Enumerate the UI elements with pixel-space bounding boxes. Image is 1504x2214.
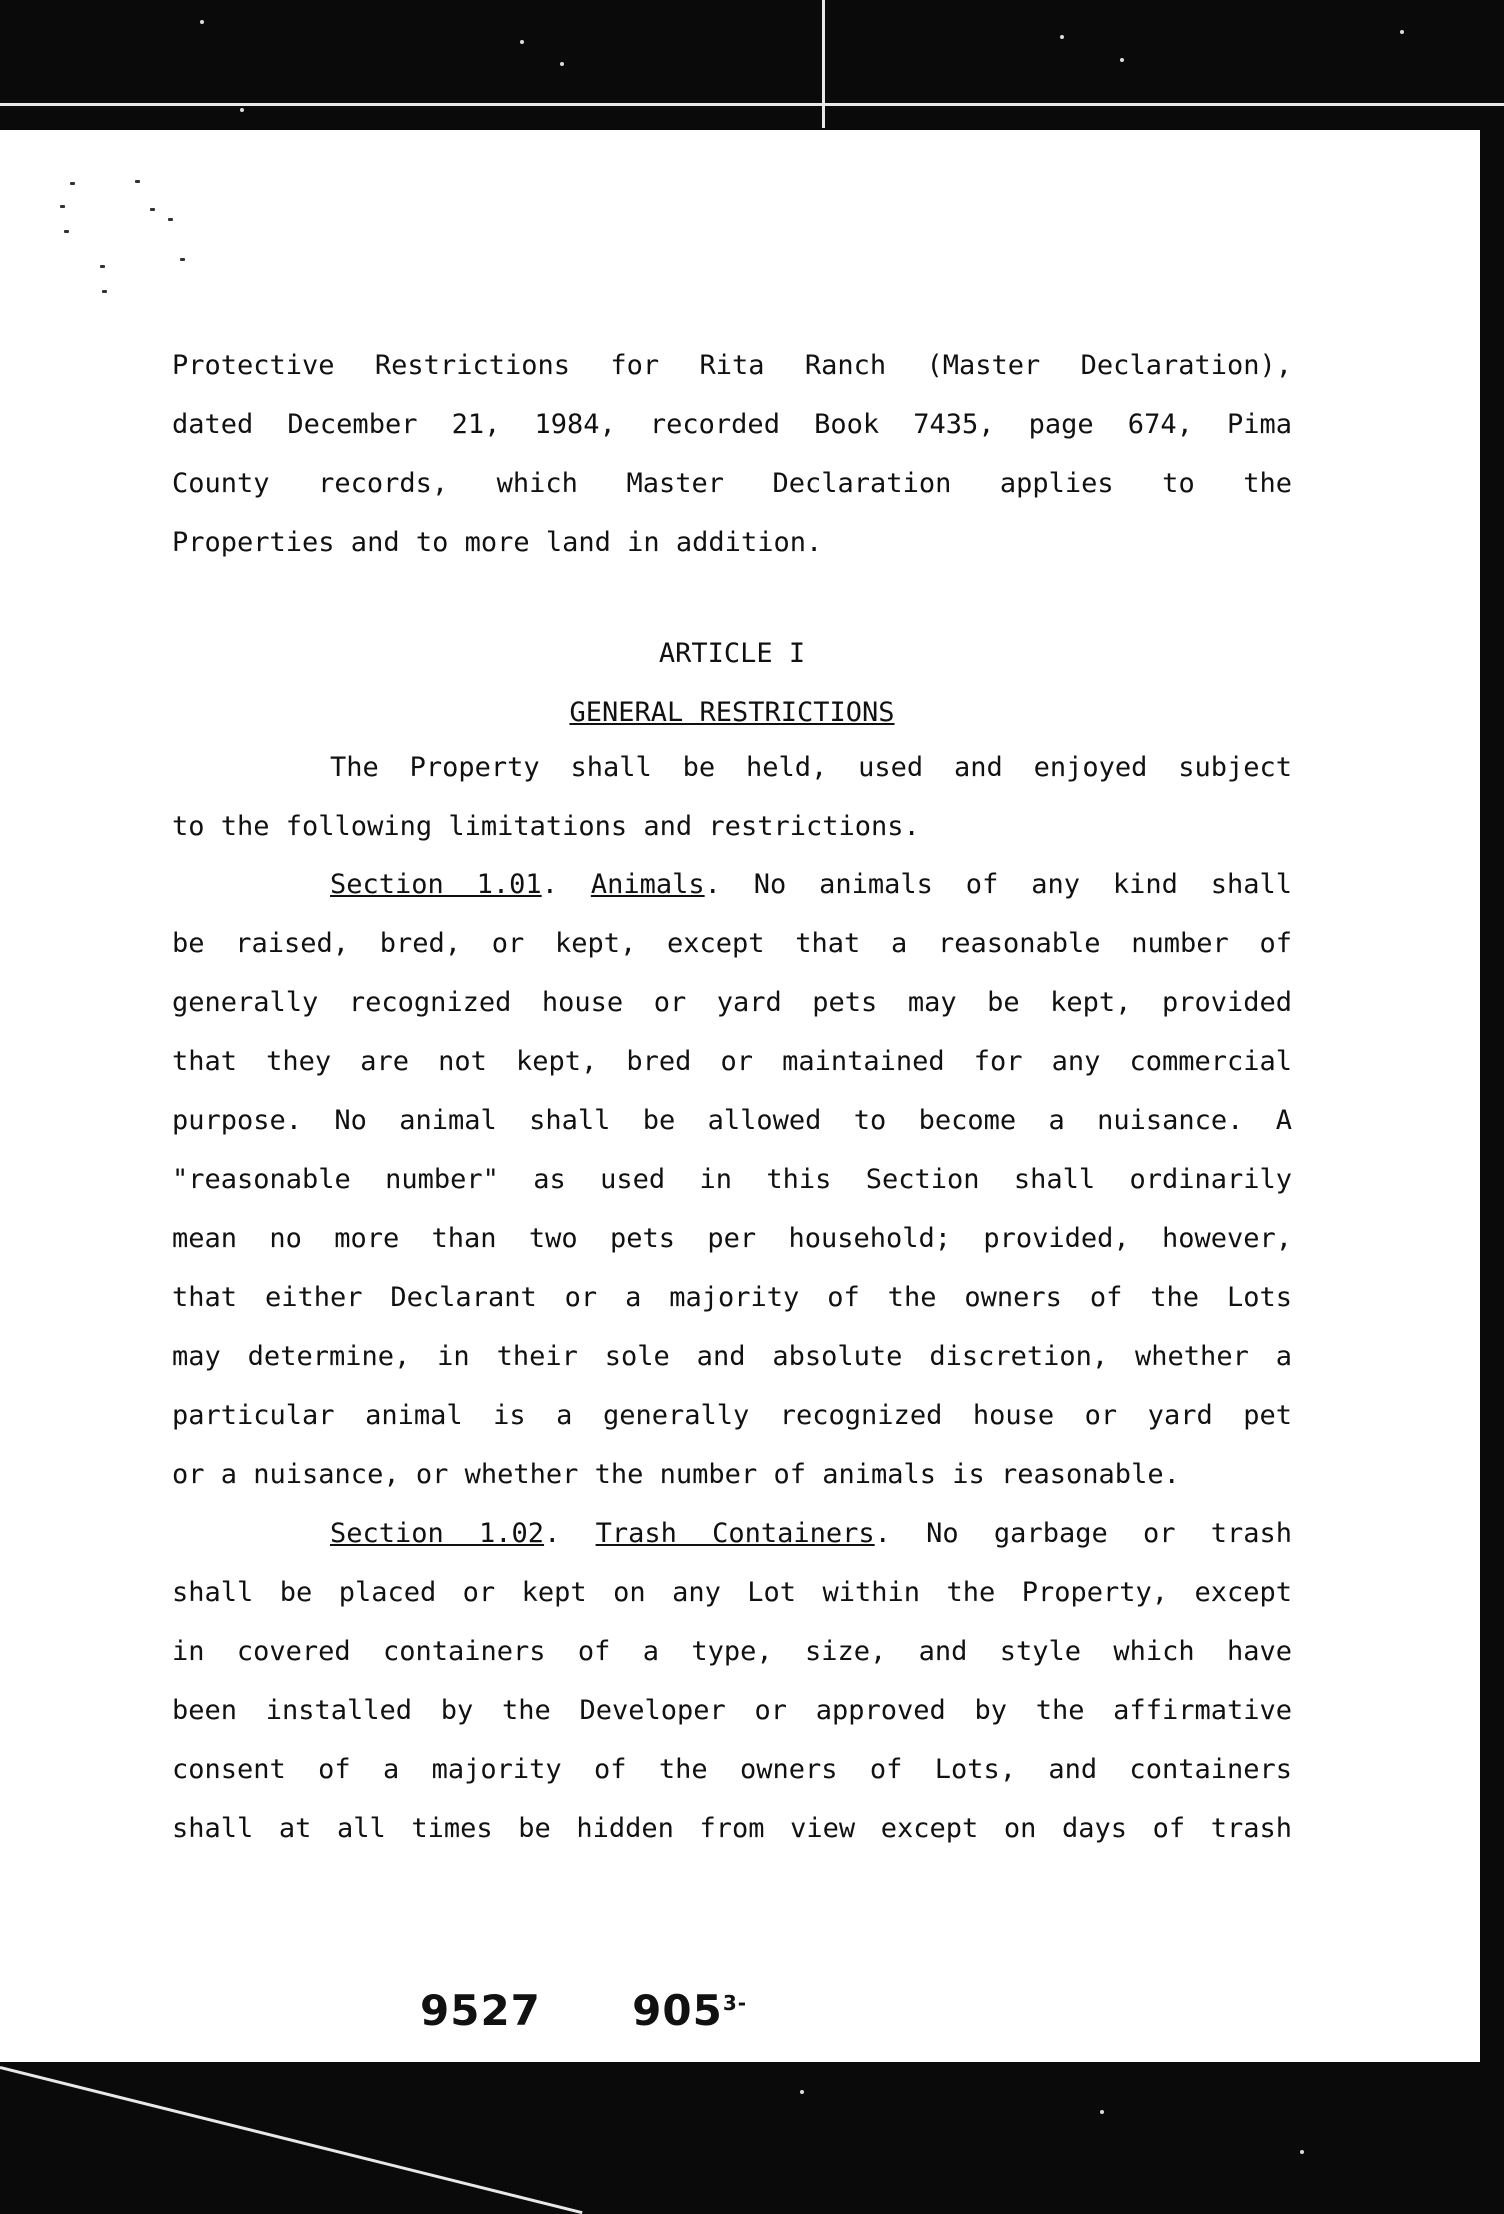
section-first-line: Section 1.01. Animals. No animals of any kind shall (330, 869, 1293, 900)
scan-mark (150, 208, 155, 211)
text-line: been installed by the Developer or approved by the affirmative (172, 1695, 1292, 1726)
scan-speck (560, 62, 564, 66)
scan-speck (1300, 2150, 1304, 2154)
page-superscript: 3- (722, 1991, 748, 2015)
scan-mark (100, 265, 105, 268)
text-line: dated December 21, 1984, recorded Book 7435, page 674, Pima (172, 409, 1292, 440)
scan-mark (64, 230, 69, 233)
text-line: be raised, bred, or kept, except that a reasonable number of (172, 928, 1292, 959)
section-number: Section 1.01 (330, 869, 542, 900)
document-body (172, 336, 1292, 572)
text-line: that they are not kept, bred or maintained for any commercial (172, 1046, 1292, 1077)
text-line: to the following limitations and restrictions. (172, 811, 920, 842)
scan-speck (1060, 35, 1064, 39)
text-line: shall at all times be hidden from view except on days of trash (172, 1813, 1292, 1844)
text-line: particular animal is a generally recognized house or yard pet (172, 1400, 1292, 1431)
scan-border-vertical (822, 0, 825, 128)
scan-speck (520, 40, 524, 44)
article-number: ARTICLE I (658, 638, 806, 669)
section-first-line: Section 1.02. Trash Containers. No garbage or trash (330, 1518, 1292, 1549)
scan-border-bottom (0, 2066, 583, 2214)
page-number: 905 (632, 1986, 723, 2035)
scan-mark (135, 180, 140, 183)
scan-speck (240, 108, 244, 112)
intro-paragraph (172, 738, 1292, 856)
text-line: Properties and to more land in addition. (172, 527, 823, 558)
article-title-wrap (172, 683, 1292, 742)
text-line: shall be placed or kept on any Lot within the Property, except (172, 1577, 1292, 1608)
text-line: in covered containers of a type, size, and style which have (172, 1636, 1292, 1667)
scan-mark (102, 290, 107, 293)
text-line: purpose. No animal shall be allowed to become a nuisance. A (172, 1105, 1292, 1136)
article-title: GENERAL RESTRICTIONS (569, 697, 895, 728)
scan-speck (1100, 2110, 1104, 2114)
scan-border-top (0, 103, 1504, 106)
text-line: "reasonable number" as used in this Section shall ordinarily (172, 1164, 1292, 1195)
section-number: Section 1.02 (330, 1518, 545, 1549)
text-line: may determine, in their sole and absolute discretion, whether a (172, 1341, 1292, 1372)
scan-speck (1120, 58, 1124, 62)
text-line: consent of a majority of the owners of Lots, and containers (172, 1754, 1292, 1785)
docket-number: 9527 (420, 1986, 541, 2035)
text-line: County records, which Master Declaration applies to the (172, 468, 1292, 499)
section-first-line-rest: No animals of any kind shall (753, 869, 1293, 900)
scan-mark (70, 182, 75, 185)
text-line: or a nuisance, or whether the number of animals is reasonable. (172, 1459, 1180, 1490)
scan-speck (800, 2090, 804, 2094)
section-1-02 (172, 1504, 1292, 1858)
text-line: generally recognized house or yard pets may be kept, provided (172, 987, 1292, 1018)
scan-speck (200, 20, 204, 24)
scan-mark (60, 205, 65, 208)
section-heading: Animals (590, 869, 705, 900)
section-heading: Trash Containers (595, 1518, 875, 1549)
scan-speck (1400, 30, 1404, 34)
article-heading (172, 624, 1292, 742)
section-1-01 (172, 855, 1292, 1504)
docket-stamp (420, 1986, 747, 2035)
text-line: The Property shall be held, used and enjoyed subject (330, 752, 1292, 783)
section-first-line-rest: No garbage or trash (926, 1518, 1292, 1549)
text-line: Protective Restrictions for Rita Ranch (Master Declaration), (172, 350, 1292, 381)
scan-mark (168, 218, 173, 221)
text-line: mean no more than two pets per household; provided, however, (172, 1223, 1292, 1254)
scan-mark (180, 258, 185, 261)
text-line: that either Declarant or a majority of the owners of the Lots (172, 1282, 1292, 1313)
